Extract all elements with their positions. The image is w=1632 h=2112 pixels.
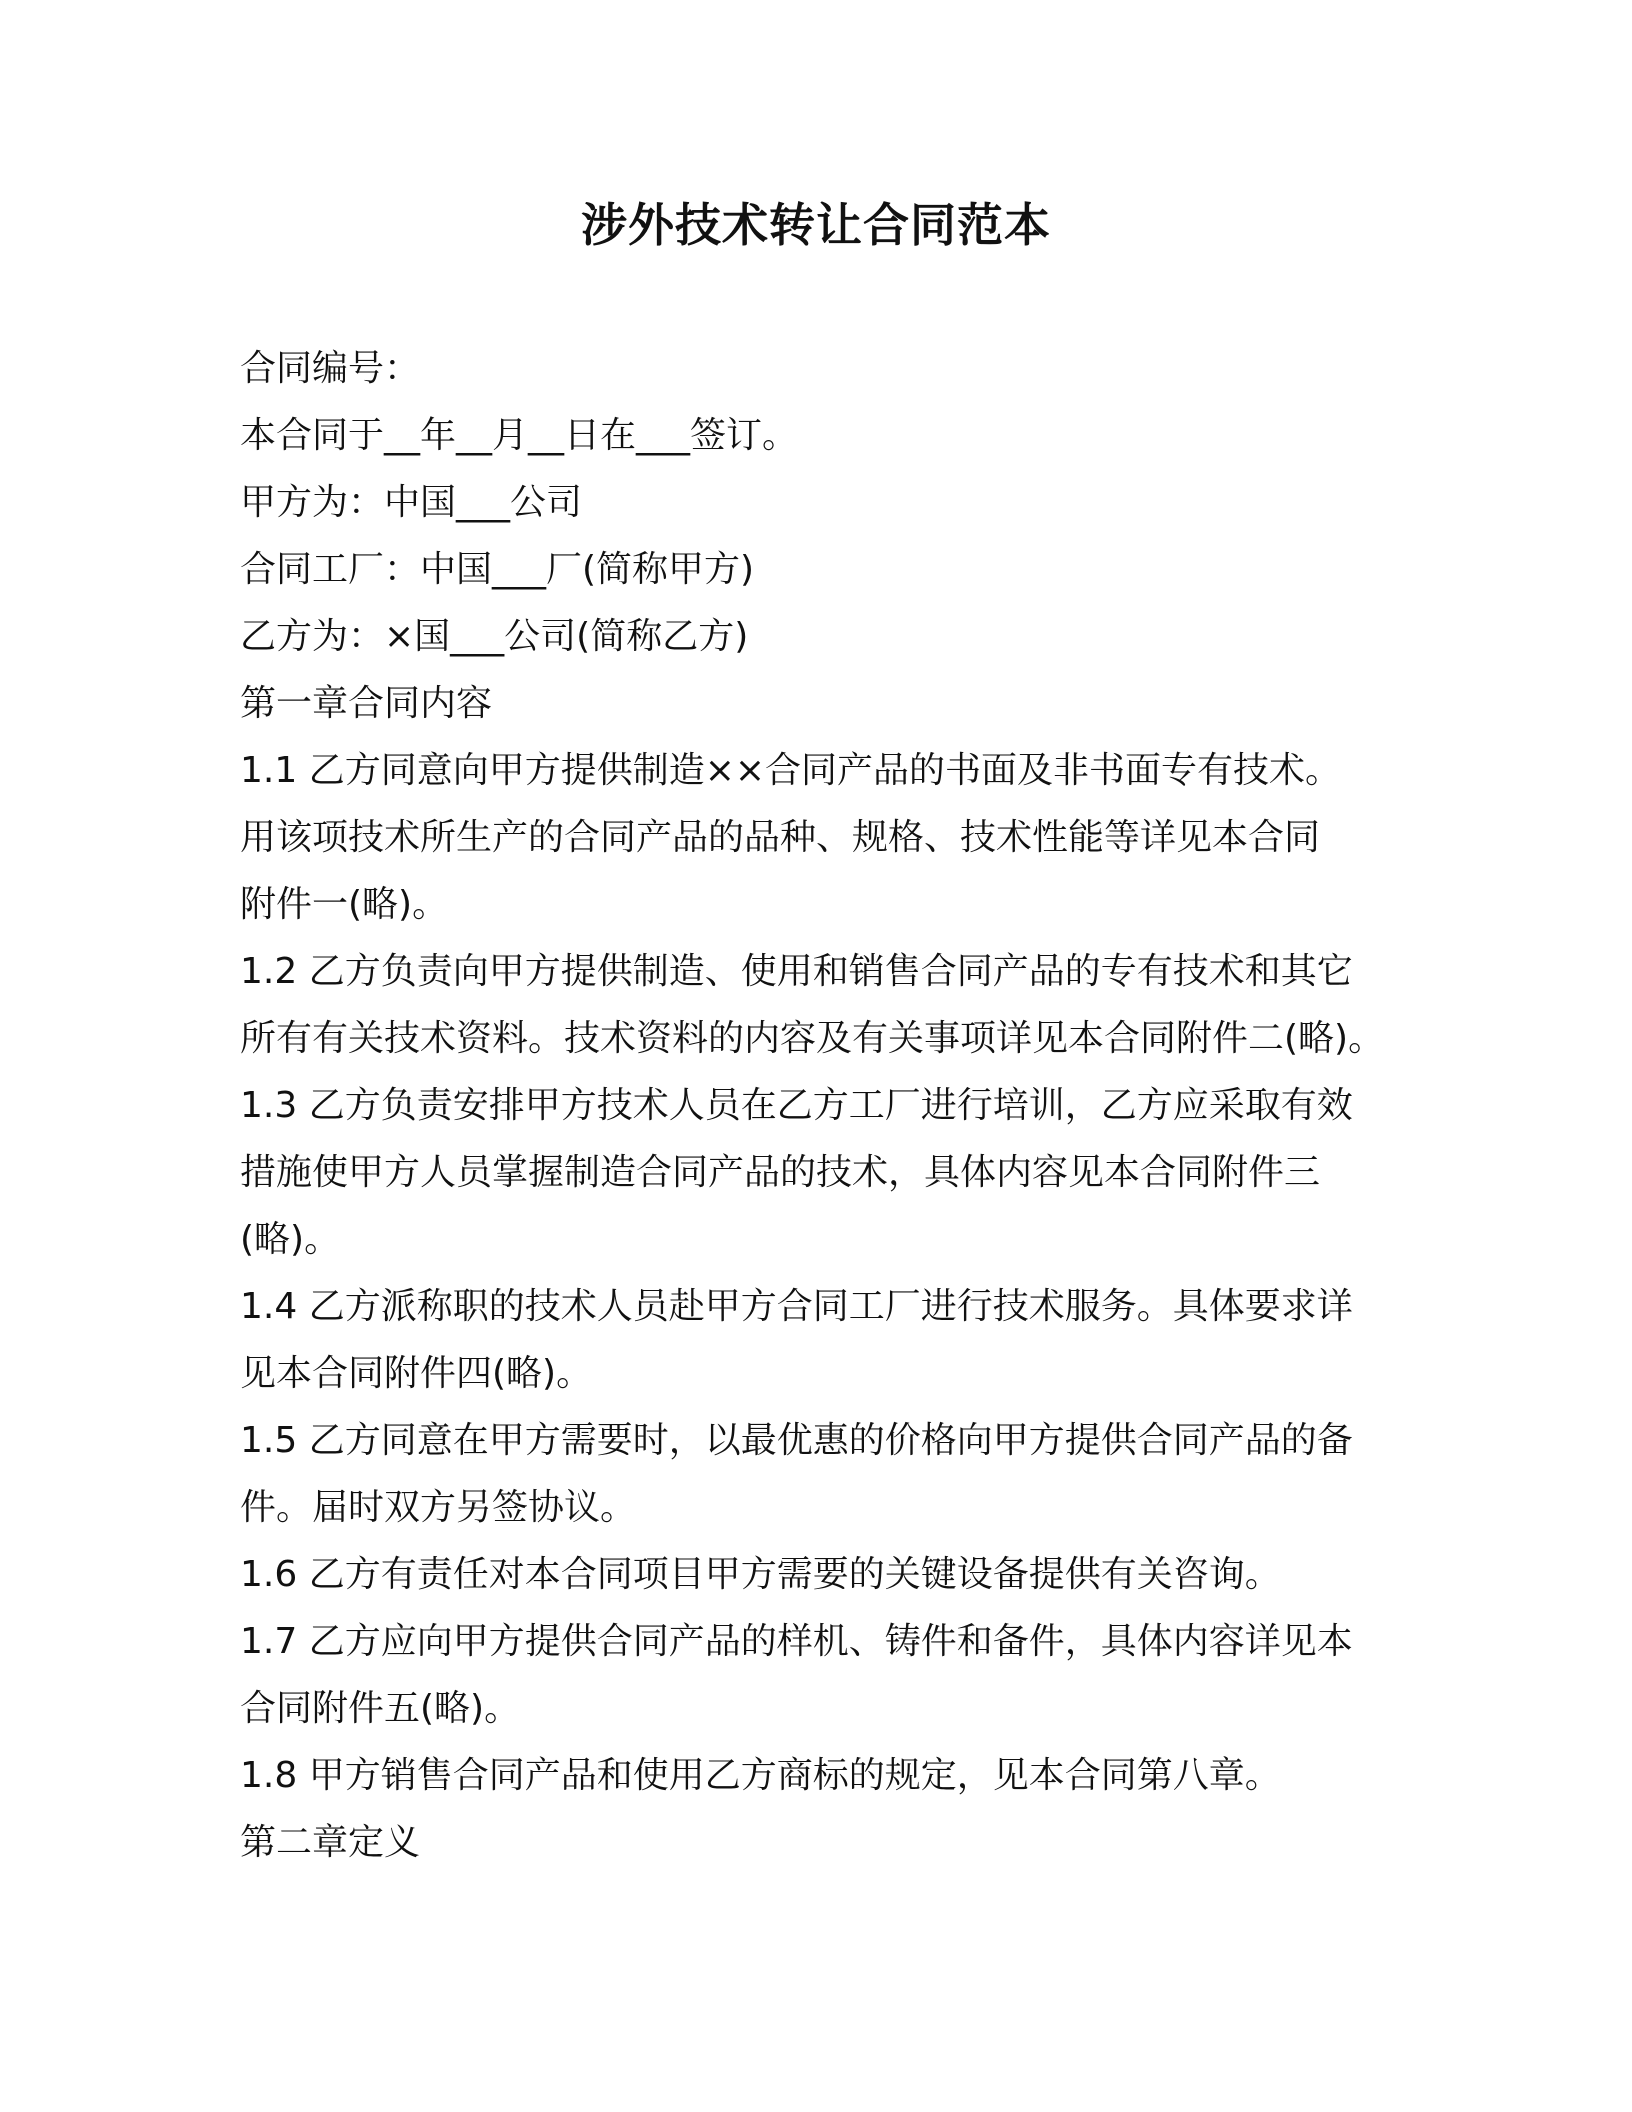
contract-number-line: 合同编号：	[240, 348, 421, 389]
chapter-one-heading: 第一章合同内容	[240, 683, 493, 724]
signing-date-line: 本合同于__年__月__日在___签订。	[240, 415, 799, 456]
clause-1-4-line-1: 1.4 乙方派称职的技术人员赴甲方合同工厂进行技术服务。具体要求详	[240, 1286, 1353, 1327]
clause-1-2-line-2: 所有有关技术资料。技术资料的内容及有关事项详见本合同附件二(略)。	[240, 1018, 1385, 1059]
chapter-two-heading: 第二章定义	[240, 1822, 421, 1863]
clause-1-3-line-1: 1.3 乙方负责安排甲方技术人员在乙方工厂进行培训，乙方应采取有效	[240, 1085, 1353, 1126]
clause-1-8-line-1: 1.8 甲方销售合同产品和使用乙方商标的规定，见本合同第八章。	[240, 1755, 1281, 1796]
clause-1-1-line-1: 1.1 乙方同意向甲方提供制造××合同产品的书面及非书面专有技术。	[240, 750, 1342, 791]
clause-1-2-line-1: 1.2 乙方负责向甲方提供制造、使用和销售合同产品的专有技术和其它	[240, 951, 1353, 992]
clause-1-3-line-3: (略)。	[240, 1219, 341, 1260]
clause-1-5-line-1: 1.5 乙方同意在甲方需要时，以最优惠的价格向甲方提供合同产品的备	[240, 1420, 1353, 1461]
document-body	[240, 335, 1400, 1876]
party-a-line: 甲方为：中国___公司	[240, 482, 583, 523]
contract-factory-line: 合同工厂：中国___厂(简称甲方)	[240, 549, 755, 590]
document-title: 涉外技术转让合同范本	[581, 198, 1051, 252]
clause-1-5-line-2: 件。届时双方另签协议。	[240, 1487, 637, 1528]
clause-1-6-line-1: 1.6 乙方有责任对本合同项目甲方需要的关键设备提供有关咨询。	[240, 1554, 1281, 1595]
clause-1-1-line-2: 用该项技术所生产的合同产品的品种、规格、技术性能等详见本合同	[240, 817, 1321, 858]
clause-1-1-line-3: 附件一(略)。	[240, 884, 449, 925]
clause-1-4-line-2: 见本合同附件四(略)。	[240, 1353, 593, 1394]
clause-1-7-line-1: 1.7 乙方应向甲方提供合同产品的样机、铸件和备件，具体内容详见本	[240, 1621, 1353, 1662]
clause-1-3-line-2: 措施使甲方人员掌握制造合同产品的技术，具体内容见本合同附件三	[240, 1152, 1321, 1193]
clause-1-7-line-2: 合同附件五(略)。	[240, 1688, 521, 1729]
party-b-line: 乙方为：×国___公司(简称乙方)	[240, 616, 749, 657]
